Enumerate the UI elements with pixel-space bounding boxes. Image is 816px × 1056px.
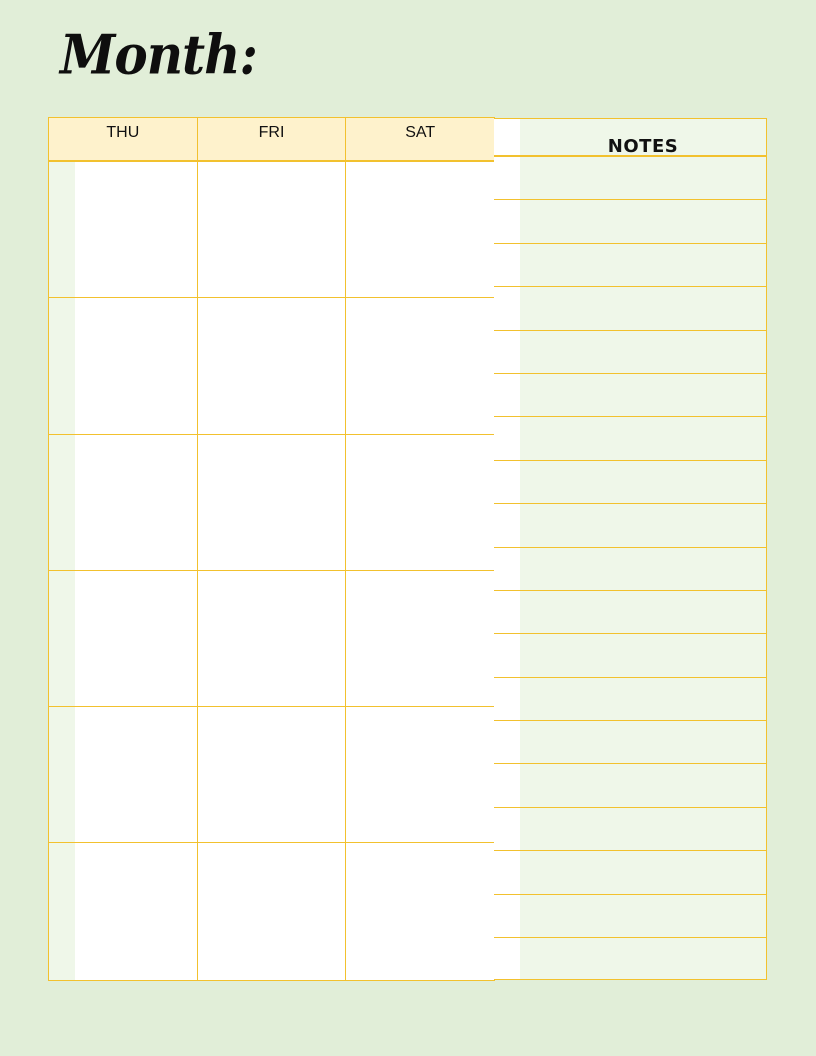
note-line[interactable] — [494, 808, 766, 851]
note-line[interactable] — [494, 895, 766, 938]
note-line[interactable] — [494, 634, 766, 677]
notes-title: NOTES — [607, 136, 679, 157]
week-row — [49, 298, 494, 434]
note-line[interactable] — [494, 504, 766, 547]
day-cell[interactable] — [346, 298, 494, 433]
day-cell[interactable] — [198, 707, 347, 842]
note-line[interactable] — [494, 331, 766, 374]
note-line[interactable] — [494, 200, 766, 243]
note-line[interactable] — [494, 548, 766, 591]
week-row — [49, 571, 494, 707]
note-line[interactable] — [494, 244, 766, 287]
day-cell[interactable] — [198, 162, 347, 297]
day-cell[interactable] — [49, 843, 198, 979]
day-cell[interactable] — [198, 843, 347, 979]
note-line[interactable] — [494, 678, 766, 721]
page-title: Month: — [60, 22, 257, 87]
notes-lines — [494, 157, 766, 981]
day-header-sat: SAT — [405, 124, 436, 141]
day-cell[interactable] — [49, 707, 198, 842]
calendar-header — [49, 118, 494, 162]
day-cell[interactable] — [346, 843, 494, 979]
note-line[interactable] — [494, 851, 766, 894]
day-header-fri: FRI — [198, 118, 347, 160]
calendar-grid — [48, 117, 495, 981]
day-cell[interactable] — [198, 571, 347, 706]
day-cell[interactable] — [49, 435, 198, 570]
day-cell[interactable] — [346, 571, 494, 706]
week-row — [49, 162, 494, 298]
note-line[interactable] — [494, 591, 766, 634]
day-cell[interactable] — [346, 162, 494, 297]
note-line[interactable] — [494, 287, 766, 330]
notes-header — [494, 119, 766, 157]
day-header-thu: THU — [49, 118, 198, 160]
day-cell[interactable] — [49, 162, 198, 297]
day-cell[interactable] — [346, 435, 494, 570]
calendar-body — [49, 162, 494, 980]
note-line[interactable] — [494, 374, 766, 417]
day-cell[interactable] — [198, 435, 347, 570]
week-row — [49, 707, 494, 843]
notes-panel — [494, 118, 767, 980]
day-cell[interactable] — [346, 707, 494, 842]
note-line[interactable] — [494, 157, 766, 200]
note-line[interactable] — [494, 938, 766, 981]
note-line[interactable] — [494, 461, 766, 504]
week-row — [49, 843, 494, 979]
day-cell[interactable] — [49, 298, 198, 433]
day-cell[interactable] — [49, 571, 198, 706]
week-row — [49, 435, 494, 571]
note-line[interactable] — [494, 764, 766, 807]
day-cell[interactable] — [198, 298, 347, 433]
note-line[interactable] — [494, 721, 766, 764]
note-line[interactable] — [494, 417, 766, 460]
